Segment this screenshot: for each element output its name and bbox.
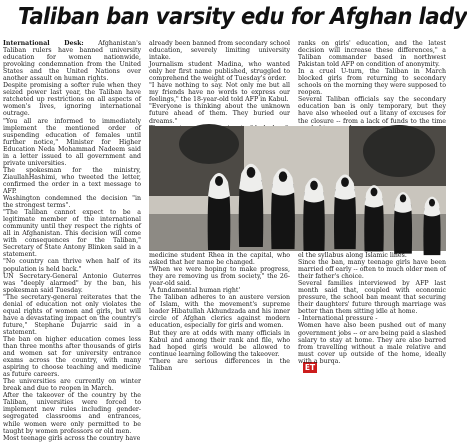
paragraph: In a cruel U-turn, the Taliban in March blocked girls from returning to secondary schools on the morning they were supposed to reopen.	[298, 68, 446, 97]
paragraph	[3, 40, 141, 82]
article-column-3-top	[298, 40, 446, 126]
photo-person	[334, 174, 356, 249]
paragraph: Several Taliban officials say the secondary education ban is only temporary, but they have also wheeled out a litany of excuses for the closure -- from a lack of funds to the time	[298, 96, 446, 125]
paragraph: "There are serious differences in the Taliban	[149, 357, 290, 372]
photo-person	[271, 168, 295, 249]
photo-person	[208, 173, 231, 250]
photo-person	[394, 192, 412, 254]
paragraph: already been banned from secondary school education, severely limiting university intake.	[149, 40, 290, 62]
paragraph: Most teenage girls across the country have	[3, 434, 141, 442]
article-column-2-bottom	[149, 252, 290, 408]
dateline: International Desk:	[3, 40, 84, 47]
paragraph: "When we were hoping to make progress, they are removing us from society," the 26-year-old said.	[149, 266, 290, 288]
article-column-2-top	[149, 40, 290, 126]
photo-person	[239, 164, 263, 247]
paragraph: Women have also been pushed out of many government jobs -- or are being paid a slashed salary to stay at home. They are also barred from travelling without a male relative and must cover up outside of the home, ideally with a burqa.	[298, 322, 446, 365]
paragraph: The ban on higher education comes less than three months after thousands of girls and women sat for university entrance exams across the country, with many aspiring to choose teaching and medicine as future careers.	[3, 335, 141, 379]
photo-person	[364, 185, 383, 251]
paragraph: medicine student Rhea in the capital, who asked that her name be changed.	[149, 252, 290, 267]
paragraph: el the syllabus along Islamic lines.	[298, 252, 407, 259]
paragraph: "The secretary-general reiterates that the denial of education not only violates the equal rights of women and girls, but will have a devastating impact on the country's future," Stephane Dujarric said in a statement.	[3, 293, 141, 336]
paragraph: "I have nothing to say. Not only me but all my friends have no words to express our feelings," the 18-year-old told AFP in Kabul.	[149, 82, 290, 104]
article-column-3-bottom	[298, 252, 446, 408]
paragraph: Washington condemned the decision "in the strongest terms".	[3, 195, 141, 210]
paragraph: But they are at odds with many officials in Kabul and among their rank and file, who had hoped girls would be allowed to continue learning following the takeover.	[149, 329, 290, 358]
paragraph: "No country can thrive when half of its population is held back."	[3, 258, 141, 273]
paragraph: 'A fundamental human right'	[149, 287, 241, 295]
paragraph: After the takeover of the country by the Taliban, universities were forced to implement new rules including gender-segregated classrooms and entrances, while women were only permitted to be taught by women professors or old men.	[3, 392, 141, 435]
paragraph: Several families interviewed by AFP last month said that, coupled with economic pressure, the school ban meant that securing their daughters' future through marriage was better than them sitting idle at home.	[298, 280, 446, 316]
paragraph: "You all are informed to immediately implement the mentioned order of suspending education of females until further notice," Minister for Higher Education Neda Mohammad Nadeem said in a letter issued to all government and private universities.	[3, 117, 141, 167]
paragraph: Journalism student Madina, who wanted only her first name published, struggled to comprehend the weight of Tuesday's order.	[149, 61, 290, 83]
paragraph: The spokesman for the ministry, ZiaullahHashimi, who tweeted the letter, confirmed the order in a text message to AFP.	[3, 166, 141, 195]
photo-tree	[179, 124, 239, 164]
paragraph: The Taliban adheres to an austere version of Islam, with the movement's supreme leader Hibatullah Akhundzada and his inner circle of Afghan clerics against modern education, especially for girls and women.	[149, 294, 290, 330]
paragraph: The universities are currently on winter break and due to reopen in March.	[3, 378, 141, 393]
photo-person	[423, 197, 440, 256]
paragraph: - International pressure -	[298, 315, 378, 323]
photo-scene	[149, 126, 446, 251]
paragraph: ranks on girls' education, and the latest decision will increase these differences," a Taliban commander based in northwest Pakistan told AFP on condition of anonymity.	[298, 40, 446, 69]
paragraph-text: Afghanistan's Taliban rulers have banned university education for women nationwide, provoking condemnation from the United States and the United Nations over another assault on human rights.	[3, 40, 141, 83]
photo-person	[303, 178, 325, 251]
paragraph: "The Taliban cannot expect to be a legitimate member of the international community until they respect the rights of all in Afghanistan. This decision will come with consequences for the Taliban," Secretary of State Antony Blinken said in a statement.	[3, 209, 141, 259]
photo-tree	[363, 125, 435, 177]
headline: Taliban ban varsity edu for Afghan lady	[17, 4, 467, 30]
paragraph: UN Secretary-General Antonio Guterres was "deeply alarmed" by the ban, his spokesman said Tuesday.	[3, 272, 141, 294]
paragraph: Since the ban, many teenage girls have been married off early -- often to much older men of their father's choice.	[298, 259, 446, 281]
et-logo: ET	[304, 363, 316, 372]
paragraph: Despite promising a softer rule when they seized power last year, the Taliban have ratcheted up restrictions on all aspects of women's lives, ignoring international outrage.	[3, 82, 141, 118]
paragraph: "Everyone is thinking about the unknown future ahead of them. They buried our dreams."	[149, 103, 290, 125]
article-column-1	[3, 40, 141, 442]
